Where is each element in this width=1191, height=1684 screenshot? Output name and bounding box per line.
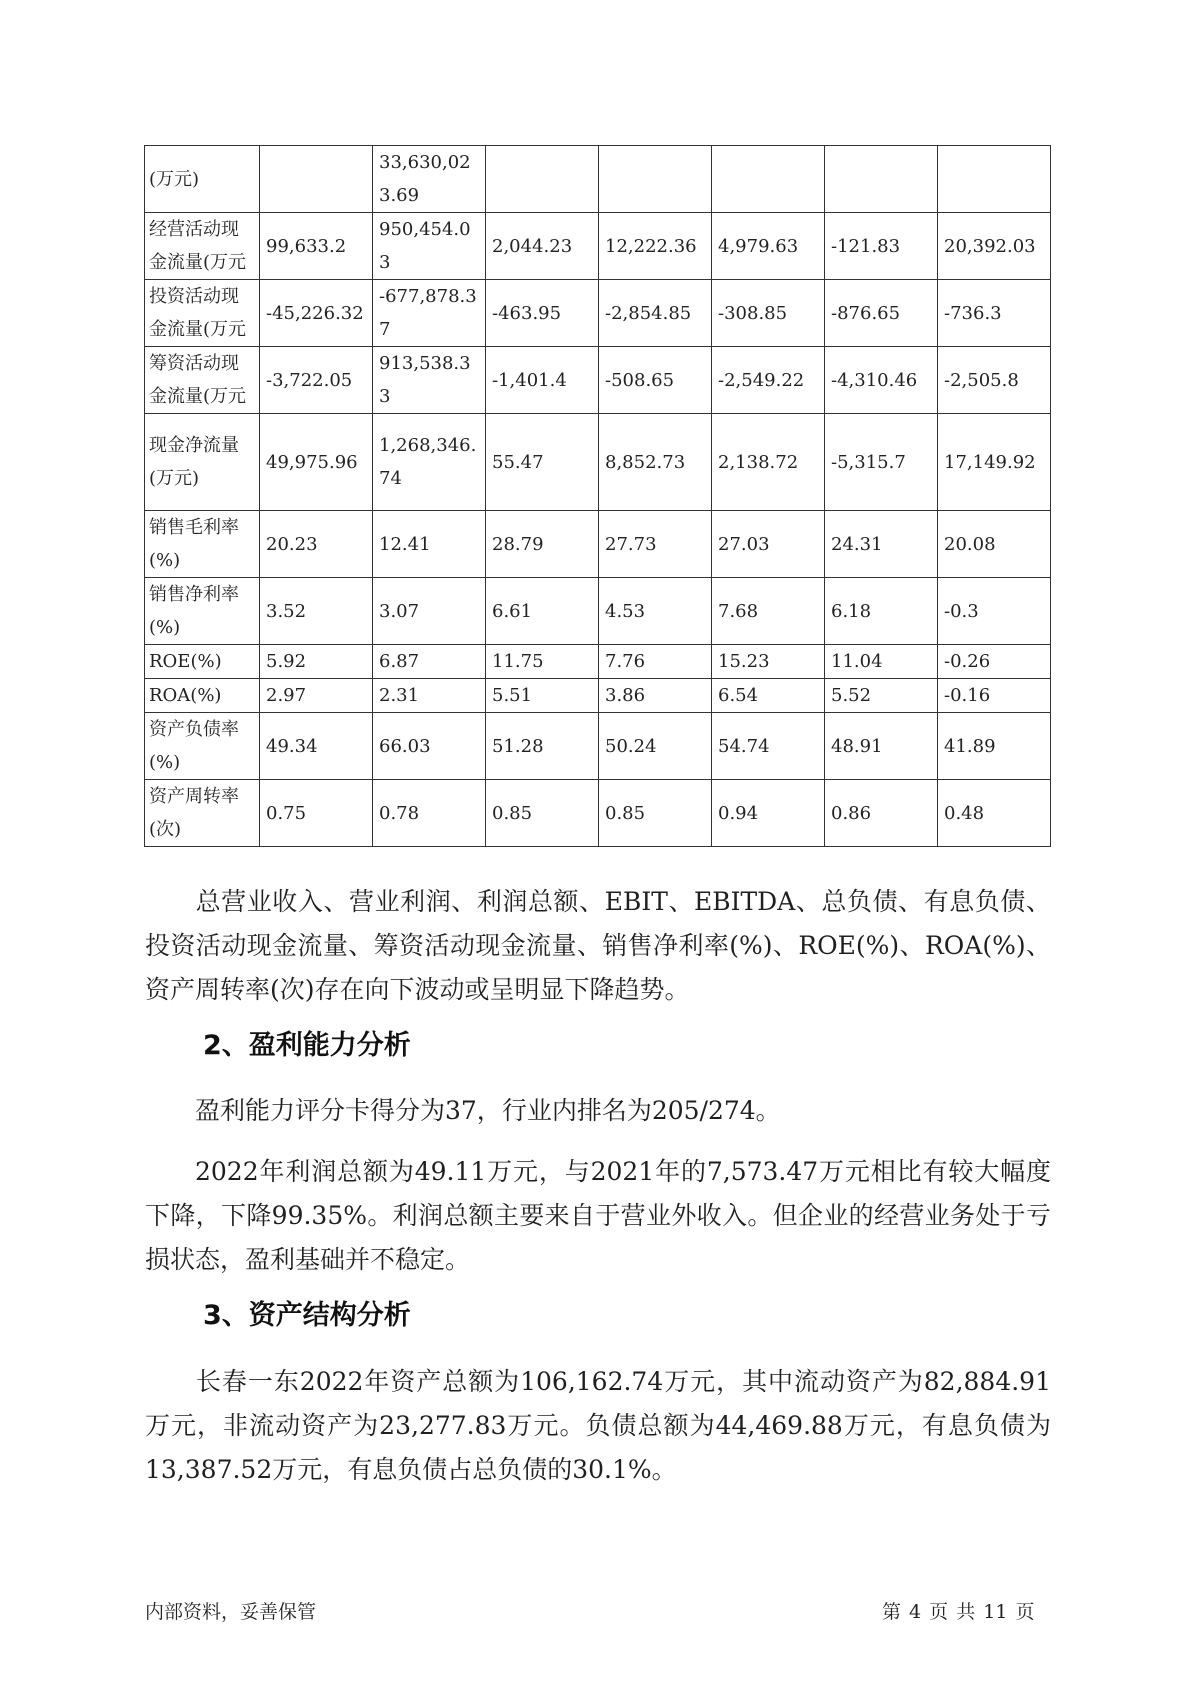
footer-confidential-note: 内部资料，妥善保管 xyxy=(145,1601,317,1623)
table-cell: 49,975.96 xyxy=(260,414,373,511)
table-cell: 11.04 xyxy=(825,645,938,679)
row-label: 投资活动现金流量(万元 xyxy=(145,280,260,347)
table-cell: -121.83 xyxy=(825,213,938,280)
table-cell: -2,854.85 xyxy=(599,280,712,347)
table-cell: -4,310.46 xyxy=(825,347,938,414)
row-label: 资产周转率(次) xyxy=(145,780,260,847)
table-cell: 11.75 xyxy=(486,645,599,679)
row-label: ROA(%) xyxy=(145,679,260,713)
table-row xyxy=(145,347,1051,414)
table-cell: -736.3 xyxy=(938,280,1051,347)
table-cell: 6.87 xyxy=(373,645,486,679)
table-cell: 913,538.33 xyxy=(373,347,486,414)
table-cell: 27.73 xyxy=(599,511,712,578)
table-cell: 0.78 xyxy=(373,780,486,847)
table-cell: 7.76 xyxy=(599,645,712,679)
table-cell: 2.31 xyxy=(373,679,486,713)
table-cell: 1,268,346.74 xyxy=(373,414,486,511)
row-label: 经营活动现金流量(万元 xyxy=(145,213,260,280)
table-cell: 15.23 xyxy=(712,645,825,679)
table-cell: -677,878.37 xyxy=(373,280,486,347)
footer-page-number: 第 4 页 共 11 页 xyxy=(882,1601,1035,1623)
table-cell: -508.65 xyxy=(599,347,712,414)
table-cell: 950,454.03 xyxy=(373,213,486,280)
trend-summary-paragraph xyxy=(145,880,1051,1012)
profit-detail-text: 2022年利润总额为49.11万元，与2021年的7,573.47万元相比有较大幅度下降，下降99.35%。利润总额主要来自于营业外收入。但企业的经营业务处于亏损状态，盈利基础并不稳定。 xyxy=(145,1157,1051,1274)
table-cell: 28.79 xyxy=(486,511,599,578)
table-cell: -876.65 xyxy=(825,280,938,347)
table-cell: 24.31 xyxy=(825,511,938,578)
table-cell: 54.74 xyxy=(712,713,825,780)
table-cell: 0.85 xyxy=(486,780,599,847)
table-row xyxy=(145,146,1051,213)
table-cell: 50.24 xyxy=(599,713,712,780)
row-label: 销售毛利率(%) xyxy=(145,511,260,578)
table-cell: -0.16 xyxy=(938,679,1051,713)
table-cell xyxy=(825,146,938,213)
table-cell: 8,852.73 xyxy=(599,414,712,511)
row-label: 销售净利率(%) xyxy=(145,578,260,645)
table-cell: 0.85 xyxy=(599,780,712,847)
table-cell: 17,149.92 xyxy=(938,414,1051,511)
table-cell: -45,226.32 xyxy=(260,280,373,347)
table-row xyxy=(145,511,1051,578)
table-cell xyxy=(938,146,1051,213)
table-cell xyxy=(486,146,599,213)
table-cell: 55.47 xyxy=(486,414,599,511)
row-label: (万元) xyxy=(145,146,260,213)
table-row xyxy=(145,679,1051,713)
table-cell: 27.03 xyxy=(712,511,825,578)
table-cell: -2,549.22 xyxy=(712,347,825,414)
table-cell: 66.03 xyxy=(373,713,486,780)
table-cell xyxy=(260,146,373,213)
table-cell: 48.91 xyxy=(825,713,938,780)
table-cell: 20.08 xyxy=(938,511,1051,578)
table-cell xyxy=(599,146,712,213)
row-label: ROE(%) xyxy=(145,645,260,679)
table-cell: 0.86 xyxy=(825,780,938,847)
table-cell: 0.94 xyxy=(712,780,825,847)
financial-indicators-table xyxy=(144,145,1051,847)
table-cell: -3,722.05 xyxy=(260,347,373,414)
table-cell: -0.3 xyxy=(938,578,1051,645)
table-cell: 0.75 xyxy=(260,780,373,847)
profit-score-paragraph xyxy=(145,1089,1051,1133)
table-cell: 49.34 xyxy=(260,713,373,780)
table-cell: 6.54 xyxy=(712,679,825,713)
table-cell: 6.18 xyxy=(825,578,938,645)
profit-score-text: 盈利能力评分卡得分为37，行业内排名为205/274。 xyxy=(195,1096,781,1125)
table-row xyxy=(145,280,1051,347)
section-heading-profitability: 2、盈利能力分析 xyxy=(203,1030,411,1061)
table-cell: -5,315.7 xyxy=(825,414,938,511)
table-body xyxy=(145,146,1051,847)
asset-detail-paragraph xyxy=(145,1360,1051,1492)
table-cell: 20,392.03 xyxy=(938,213,1051,280)
table-cell: 41.89 xyxy=(938,713,1051,780)
table-cell: 51.28 xyxy=(486,713,599,780)
table-cell: 5.92 xyxy=(260,645,373,679)
table-cell: 12,222.36 xyxy=(599,213,712,280)
trend-summary-text: 总营业收入、营业利润、利润总额、EBIT、EBITDA、总负债、有息负债、投资活动现金流量、筹资活动现金流量、销售净利率(%)、ROE(%)、ROA(%)、资产周转率(次)存在向下波动或呈明显下降趋势。 xyxy=(145,887,1051,1004)
table-cell: 33,630,023.69 xyxy=(373,146,486,213)
table-cell: 2,044.23 xyxy=(486,213,599,280)
table-cell xyxy=(712,146,825,213)
table-cell: 2,138.72 xyxy=(712,414,825,511)
table-cell: 2.97 xyxy=(260,679,373,713)
table-row xyxy=(145,645,1051,679)
table-cell: 12.41 xyxy=(373,511,486,578)
table-cell: 4,979.63 xyxy=(712,213,825,280)
table-cell: 5.51 xyxy=(486,679,599,713)
asset-detail-text: 长春一东2022年资产总额为106,162.74万元，其中流动资产为82,884.91万元，非流动资产为23,277.83万元。负债总额为44,469.88万元，有息负债为13,387.52万元，有息负债占总负债的30.1%。 xyxy=(145,1367,1051,1484)
table-cell: -463.95 xyxy=(486,280,599,347)
row-label: 资产负债率(%) xyxy=(145,713,260,780)
table-cell: -0.26 xyxy=(938,645,1051,679)
section-heading-asset-structure: 3、资产结构分析 xyxy=(203,1300,411,1331)
table-cell: -2,505.8 xyxy=(938,347,1051,414)
table-cell: 20.23 xyxy=(260,511,373,578)
row-label: 现金净流量(万元) xyxy=(145,414,260,511)
table-row xyxy=(145,213,1051,280)
table-cell: 4.53 xyxy=(599,578,712,645)
table-cell: -308.85 xyxy=(712,280,825,347)
table-cell: 0.48 xyxy=(938,780,1051,847)
table-row xyxy=(145,780,1051,847)
table-row xyxy=(145,414,1051,511)
table-cell: 5.52 xyxy=(825,679,938,713)
table-cell: 3.52 xyxy=(260,578,373,645)
table-cell: 6.61 xyxy=(486,578,599,645)
row-label: 筹资活动现金流量(万元 xyxy=(145,347,260,414)
profit-detail-paragraph xyxy=(145,1150,1051,1282)
table-row xyxy=(145,713,1051,780)
table-cell: 3.86 xyxy=(599,679,712,713)
table-cell: 3.07 xyxy=(373,578,486,645)
table-cell: 7.68 xyxy=(712,578,825,645)
table-cell: -1,401.4 xyxy=(486,347,599,414)
table-cell: 99,633.2 xyxy=(260,213,373,280)
table-row xyxy=(145,578,1051,645)
